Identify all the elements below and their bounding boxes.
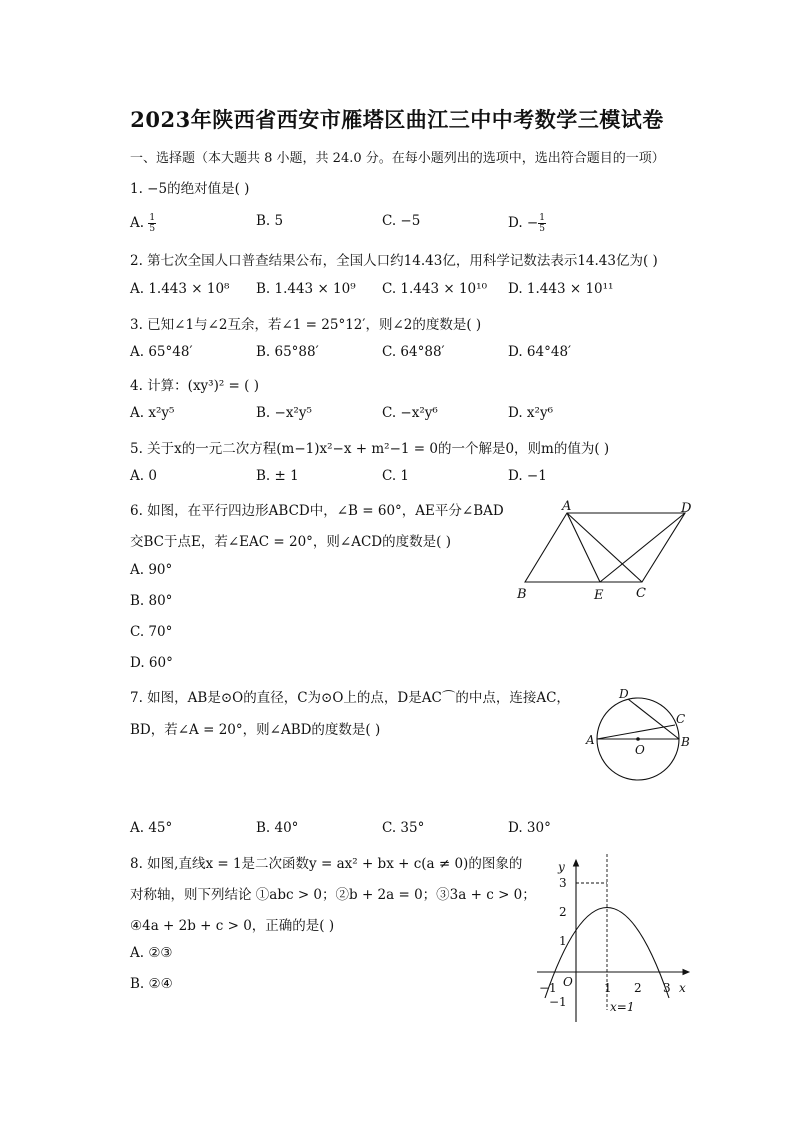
q3-option-a[interactable]: A. 65°48′ — [130, 344, 193, 360]
label-d: D — [681, 501, 692, 516]
q1-option-c[interactable]: C. −5 — [382, 213, 421, 229]
q7-option-c[interactable]: C. 35° — [382, 820, 425, 836]
q4-option-c[interactable]: C. −x²y⁶ — [382, 405, 438, 421]
label-c: C — [676, 712, 686, 726]
q2-option-d[interactable]: D. 1.443 × 10¹¹ — [508, 281, 614, 297]
question-2-stem: 2. 第七次全国人口普查结果公布，全国人口约14.43亿，用科学记数法表示14.43亿为( ) — [130, 253, 658, 269]
label-b: B — [681, 735, 690, 749]
question-6-stem-line1: 6. 如图，在平行四边形ABCD中，∠B = 60°，AE平分∠BAD — [130, 503, 504, 519]
question-1-stem: 1. −5的绝对值是( ) — [130, 181, 250, 197]
q5-option-a[interactable]: A. 0 — [130, 468, 157, 484]
origin-label: O — [563, 975, 573, 989]
parallelogram-figure — [505, 498, 705, 604]
segment-ed — [600, 513, 685, 582]
q2-option-c[interactable]: C. 1.443 × 10¹⁰ — [382, 281, 487, 297]
q3-option-c[interactable]: C. 64°88′ — [382, 344, 445, 360]
y-tick-3: 3 — [559, 876, 567, 890]
x-tick-1: 1 — [604, 981, 612, 995]
question-6-stem-line2: 交BC于点E，若∠EAC = 20°，则∠ACD的度数是( ) — [130, 534, 451, 550]
q2-option-b[interactable]: B. 1.443 × 10⁹ — [256, 281, 356, 297]
q8-option-a[interactable]: A. ②③ — [130, 945, 173, 961]
q5-option-b[interactable]: B. ± 1 — [256, 468, 299, 484]
label-o: O — [635, 743, 645, 757]
q5-option-d[interactable]: D. −1 — [508, 468, 547, 484]
y-axis-label: y — [558, 860, 565, 874]
q4-option-d[interactable]: D. x²y⁶ — [508, 405, 553, 421]
question-7-stem-line2: BD，若∠A = 20°，则∠ABD的度数是( ) — [130, 722, 381, 738]
question-5-stem: 5. 关于x的一元二次方程(m−1)x²−x + m²−1 = 0的一个解是0，则m的值为( ) — [130, 441, 610, 457]
q4-option-a[interactable]: A. x²y⁵ — [130, 405, 175, 421]
x-tick-2: 2 — [634, 981, 642, 995]
q8-option-b[interactable]: B. ②④ — [130, 976, 173, 992]
q7-option-a[interactable]: A. 45° — [130, 820, 173, 836]
symmetry-axis-label: x=1 — [610, 1000, 635, 1014]
question-7-stem-line1: 7. 如图，AB是⊙O的直径，C为⊙O上的点，D是AC⌒的中点，连接AC， — [130, 690, 570, 706]
q5-option-c[interactable]: C. 1 — [382, 468, 410, 484]
label-b: B — [517, 587, 527, 602]
q6-option-a[interactable]: A. 90° — [130, 562, 173, 578]
segment-ac — [567, 513, 642, 582]
y-tick-1: 1 — [559, 934, 567, 948]
question-8-stem-line2: 对称轴，则下列结论 ①abc > 0；②b + 2a = 0；③3a + c > 0； — [130, 887, 536, 903]
q3-option-d[interactable]: D. 64°48′ — [508, 344, 572, 360]
question-3-stem: 3. 已知∠1与∠2互余，若∠1 = 25°12′，则∠2的度数是( ) — [130, 317, 482, 333]
question-8-stem-line1: 8. 如图,直线x = 1是二次函数y = ax² + bx + c(a ≠ 0)的图象的 — [130, 856, 523, 872]
label-a: A — [562, 499, 572, 514]
q1-option-d[interactable]: D. − $\frac{1}{5}$ — [508, 213, 545, 234]
fraction: $\frac{1}{5}$ — [539, 213, 545, 234]
chord-bd — [628, 699, 679, 739]
q2-option-a[interactable]: A. 1.443 × 10⁸ — [130, 281, 230, 297]
segment-ae — [567, 513, 600, 582]
x-tick-m1: −1 — [539, 981, 557, 995]
page-title: 2023年陕西省西安市雁塔区曲江三中中考数学三模试卷 — [130, 107, 664, 132]
q6-option-c[interactable]: C. 70° — [130, 624, 173, 640]
x-axis-label: x — [679, 981, 686, 995]
label-c: C — [636, 586, 646, 601]
label-a: A — [586, 733, 595, 747]
section-heading: 一、选择题（本大题共 8 小题，共 24.0 分。在每小题列出的选项中，选出符合题目的一项） — [130, 151, 665, 166]
y-tick-2: 2 — [559, 905, 567, 919]
q3-option-b[interactable]: B. 65°88′ — [256, 344, 319, 360]
x-tick-3: 3 — [663, 981, 671, 995]
q6-option-d[interactable]: D. 60° — [130, 655, 173, 671]
q1-option-a[interactable]: A. $\frac{1}{5}$ — [130, 213, 156, 234]
fraction: $\frac{1}{5}$ — [149, 213, 156, 234]
parabola-graph — [527, 852, 697, 1027]
q1-option-b[interactable]: B. 5 — [256, 213, 284, 229]
q4-option-b[interactable]: B. −x²y⁵ — [256, 405, 312, 421]
question-8-stem-line3: ④4a + 2b + c > 0，正确的是( ) — [130, 918, 335, 934]
q7-option-d[interactable]: D. 30° — [508, 820, 551, 836]
circle-figure — [583, 684, 693, 784]
y-tick-m1: −1 — [549, 995, 567, 1009]
label-e: E — [594, 588, 604, 603]
q6-option-b[interactable]: B. 80° — [130, 593, 173, 609]
center-point — [636, 737, 640, 741]
q7-option-b[interactable]: B. 40° — [256, 820, 299, 836]
question-4-stem: 4. 计算：(xy³)² = ( ) — [130, 378, 259, 394]
label-d: D — [619, 687, 629, 701]
